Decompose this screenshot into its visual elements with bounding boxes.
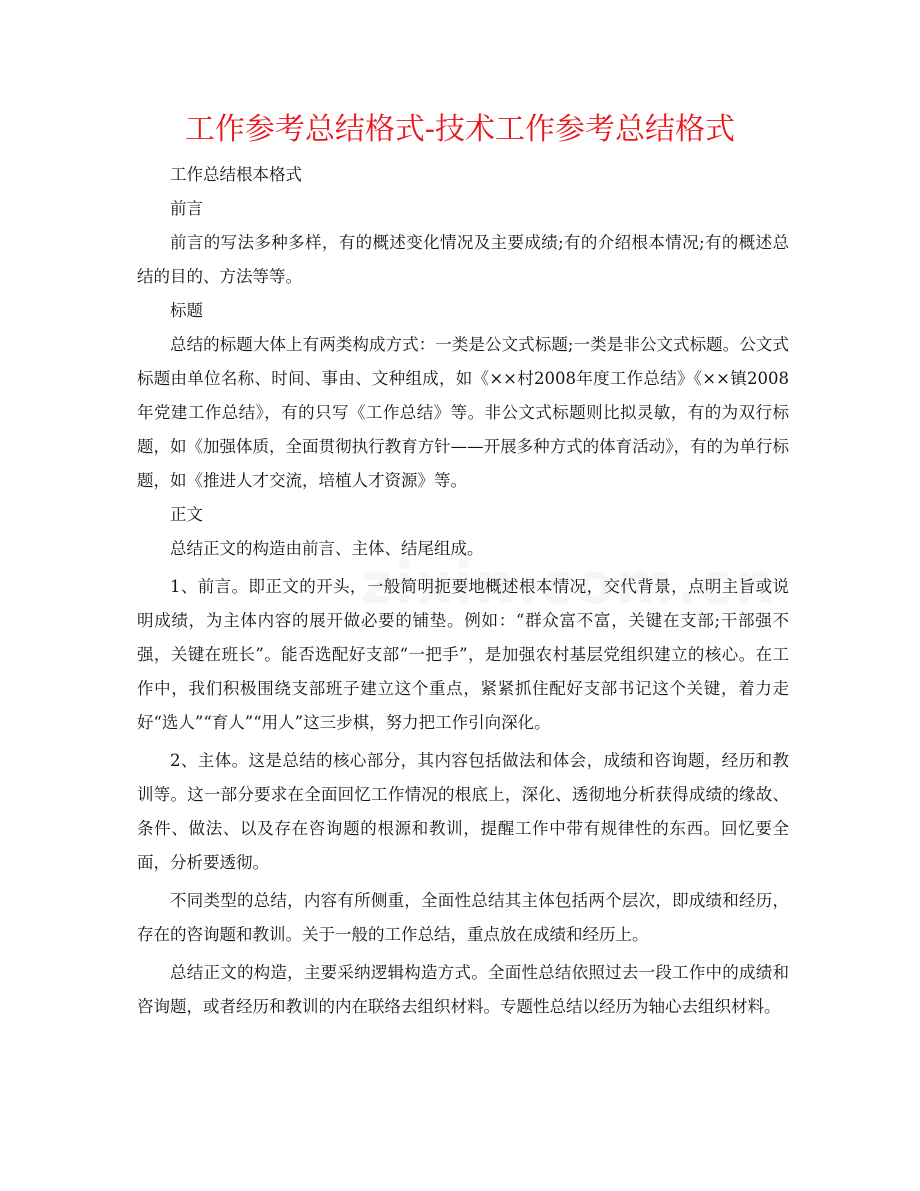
paragraph-point-2: 2、主体。这是总结的核心部分，其内容包括做法和体会，成绩和咨询题，经历和教训等。这一部分要求在全面回忆工作情况的根底上，深化、透彻地分析获得成绩的缘故、条件、做法、以及存在咨询题的根源和教训，提醒工作中带有规律性的东西。回忆要全面，分析要透彻。	[137, 751, 789, 872]
paragraph-point-1: 1、前言。即正文的开头，一般简明扼要地概述根本情况，交代背景，点明主旨或说明成绩，为主体内容的展开做必要的铺垫。例如：“群众富不富，关键在支部;干部强不强，关键在班长”。能否选配好支部“一把手”，是加强农村基层党组织建立的核心。在工作中，我们积极围绕支部班子建立这个重点，紧紧抓住配好支部书记这个关键，着力走好“选人”“育人”“用人”这三步棋，努力把工作引向深化。	[137, 577, 789, 732]
section-heading-preface: 前言	[170, 199, 203, 218]
paragraph-title: 总结的标题大体上有两类构成方式：一类是公文式标题;一类是非公文式标题。公文式标题由单位名称、时间、事由、文种组成，如《××村2008年度工作总结》《××镇2008年党建工作总结》，有的只写《工作总结》等。非公文式标题则比拟灵敏，有的为双行标题，如《加强体质，全面贯彻执行教育方针——开展多种方式的体育活动》，有的为单行标题，如《推进人才交流，培植人才资源》等。	[137, 335, 789, 490]
paragraph-structure: 总结正文的构造，主要采纳逻辑构造方式。全面性总结依照过去一段工作中的成绩和咨询题，或者经历和教训的内在联络去组织材料。专题性总结以经历为轴心去组织材料。	[137, 963, 789, 1016]
section-heading-body: 正文	[170, 505, 203, 524]
document-title: 工作参考总结格式-技术工作参考总结格式	[184, 112, 736, 147]
paragraph-preface: 前言的写法多种多样，有的概述变化情况及主要成绩;有的介绍根本情况;有的概述总结的目的、方法等等。	[137, 233, 789, 286]
section-heading-format: 工作总结根本格式	[170, 165, 302, 184]
paragraph-types: 不同类型的总结，内容有所侧重，全面性总结其主体包括两个层次，即成绩和经历，存在的咨询题和教训。关于一般的工作总结，重点放在成绩和经历上。	[137, 891, 789, 944]
paragraph-body-structure: 总结正文的构造由前言、主体、结尾组成。	[170, 539, 484, 558]
document-body	[137, 158, 789, 1024]
section-heading-title: 标题	[170, 301, 203, 320]
